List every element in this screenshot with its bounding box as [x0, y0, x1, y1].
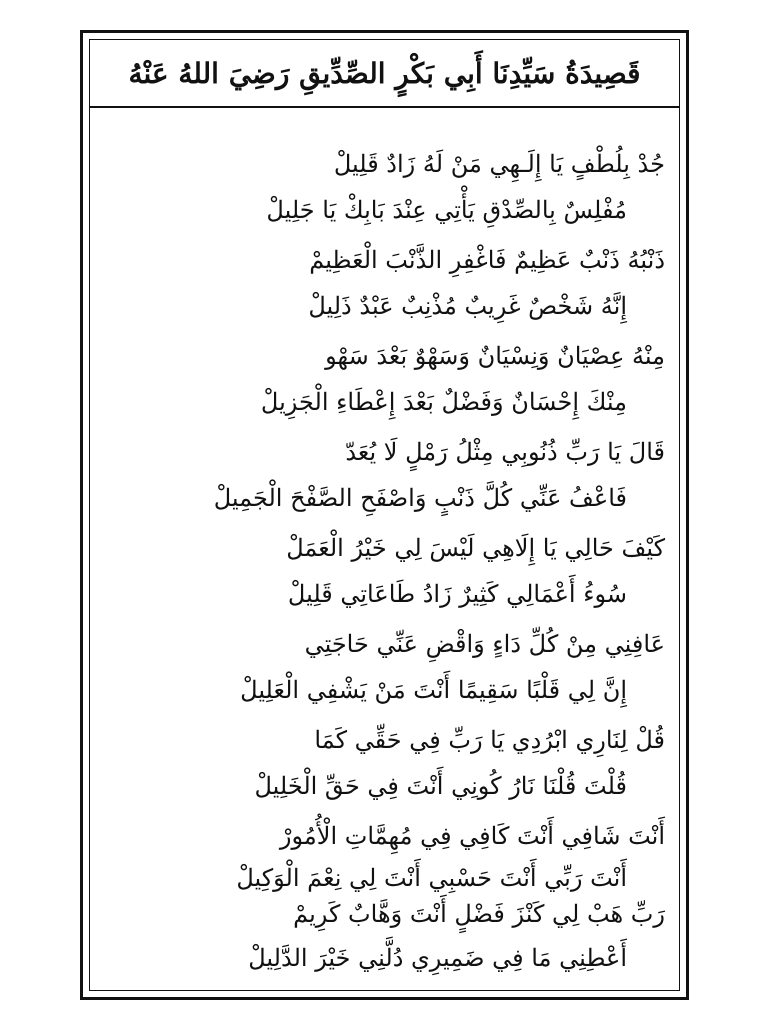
verse-9-first-hemistich: رَبِّ هَبْ لِي كَنْزَ فَضْلٍ أَنْتَ وَهَّابٌ كَرِيمْ — [293, 900, 665, 928]
verse-7-first-hemistich: قُلْ لِنَارِي ابْرُدِي يَا رَبِّ فِي حَقِّي كَمَا — [314, 726, 665, 754]
verse-4-first-hemistich: قَالَ يَا رَبِّ ذُنُوبِي مِثْلُ رَمْلٍ لَا يُعَدّ — [345, 438, 665, 466]
inner-frame — [89, 39, 680, 991]
verse-2-second-hemistich: إِنَّهُ شَخْصٌ غَرِيبٌ مُذْنِبٌ عَبْدٌ ذَلِيلْ — [308, 292, 627, 320]
verse-3-second-hemistich: مِنْكَ إِحْسَانٌ وَفَضْلٌ بَعْدَ إِعْطَاءِ الْجَزِيلْ — [260, 388, 627, 416]
verse-6-second-hemistich: إِنَّ لِي قَلْبًا سَقِيمًا أَنْتَ مَنْ يَشْفِي الْعَلِيلْ — [240, 676, 627, 704]
verse-3-first-hemistich: مِنْهُ عِصْيَانٌ وَنِسْيَانٌ وَسَهْوٌ بَعْدَ سَهْو — [325, 342, 665, 370]
verse-5-second-hemistich: سُوءُ أَعْمَالِي كَثِيرٌ زَادُ طَاعَاتِي قَلِيلْ — [287, 580, 627, 608]
verse-6-first-hemistich: عَافِنِي مِنْ كُلِّ دَاءٍ وَاقْضِ عَنِّي حَاجَتِي — [304, 630, 665, 658]
verse-7-second-hemistich: قُلْتَ قُلْنَا نَارُ كُونِي أَنْتَ فِي حَقِّ الْخَلِيلْ — [254, 772, 627, 800]
verse-4-second-hemistich: فَاعْفُ عَنِّي كُلَّ ذَنْبٍ وَاصْفَحِ الصَّفْحَ الْجَمِيلْ — [213, 484, 627, 512]
verse-1-second-hemistich: مُفْلِسٌ بِالصِّدْقِ يَأْتِي عِنْدَ بَابِكْ يَا جَلِيلْ — [266, 196, 627, 224]
page-frame — [80, 30, 689, 1000]
poem-body — [90, 114, 679, 982]
verse-8-second-hemistich: أَنْتَ رَبِّي أَنْتَ حَسْبِي أَنْتَ لِي نِعْمَ الْوَكِيلْ — [236, 864, 627, 892]
verse-2-first-hemistich: ذَنْبُهُ ذَنْبٌ عَظِيمٌ فَاغْفِرِ الذَّنْبَ الْعَظِيمْ — [309, 246, 665, 274]
page-title: قَصِيدَةُ سَيِّدِنَا أَبِي بَكْرٍ الصِّدِّيقِ رَضِيَ اللهُ عَنْهُ — [128, 56, 641, 90]
verse-8-first-hemistich: أَنْتَ شَافِي أَنْتَ كَافِي فِي مُهِمَّاتِ الْأُمُورْ — [279, 822, 665, 850]
verse-1-first-hemistich: جُدْ بِلُطْفٍ يَا إِلَـهِي مَنْ لَهُ زَادٌ قَلِيلْ — [333, 150, 665, 178]
verse-5-first-hemistich: كَيْفَ حَالِي يَا إِلَاهِي لَيْسَ لِي خَيْرُ الْعَمَلْ — [286, 534, 665, 562]
title-box — [90, 40, 679, 108]
verse-9-second-hemistich: أَعْطِنِي مَا فِي ضَمِيرِي دُلَّنِي خَيْرَ الدَّلِيلْ — [248, 944, 627, 972]
